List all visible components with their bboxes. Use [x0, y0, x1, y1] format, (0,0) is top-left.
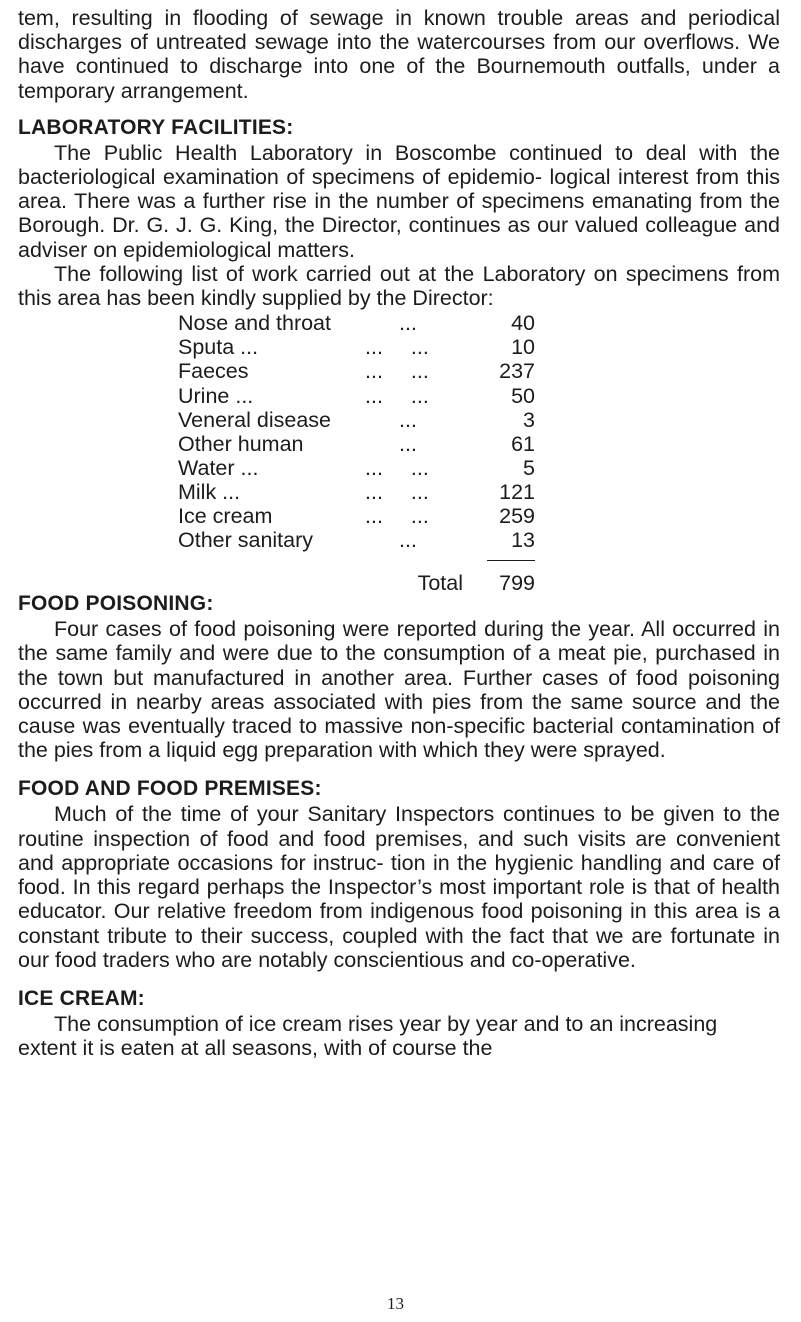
specimen-name: Sputa ...	[178, 335, 259, 360]
leader-dots: ... ...	[365, 383, 429, 408]
table-row	[178, 335, 535, 359]
laboratory-work-table	[178, 311, 535, 595]
food-premises-paragraph: Much of the time of your Sanitary Inspectors continues to be given to the routine inspection of food and food premises, and such visits are convenient and appropriate occasions for instruc- tion in the hygienic handling and care of food. In this regard perhaps the Inspector’s most important role is that of health educator. Our relative freedom from indigenous food poisoning in this area is a constant tribute to their success, coupled with the fact that we are fortunate in our food traders who are notably conscientious and co-operative.	[18, 802, 780, 972]
specimen-name: Water ...	[178, 455, 259, 480]
ice-cream-heading: ICE CREAM:	[18, 986, 145, 1010]
ice-cream-paragraph: The consumption of ice cream rises year by year and to an increasing extent it is eaten at all seasons, with of course the	[18, 1011, 718, 1061]
total-row	[178, 561, 535, 595]
table-row	[178, 528, 535, 552]
specimen-name: Ice cream	[178, 503, 273, 528]
leader-dots: ... ...	[365, 335, 429, 360]
page-number: 13	[387, 1294, 404, 1313]
leader-dots: ...	[399, 528, 417, 553]
food-poisoning-paragraph: Four cases of food poisoning were reported during the year. All occurred in the same family and were due to the consumption of a meat pie, purchased in the town but manufactured in another area. Further cases of food poisoning occurred in nearby areas associated with pies from the same source and the cause was eventually traced to massive non-specific bacterial contamination of the pies from a liquid egg preparation with which they were sprayed.	[18, 617, 780, 763]
specimen-name: Other human	[178, 431, 304, 456]
total-label: Total	[417, 571, 463, 596]
leader-dots: ... ...	[365, 479, 429, 504]
specimen-count: 121	[499, 479, 535, 504]
table-row	[178, 456, 535, 480]
table-row	[178, 480, 535, 504]
document-page	[18, 6, 780, 1060]
specimen-count: 3	[523, 407, 535, 432]
specimen-count: 40	[511, 311, 535, 336]
leader-dots: ... ...	[365, 455, 429, 480]
table-row	[178, 408, 535, 432]
laboratory-heading: LABORATORY FACILITIES:	[18, 115, 294, 139]
intro-paragraph: tem, resulting in flooding of sewage in known trouble areas and periodical discharges of untreated sewage into the watercourses from our overflows. We have continued to discharge into one of the Bournemouth outfalls, under a temporary arrangement.	[18, 6, 780, 103]
laboratory-paragraph: The Public Health Laboratory in Boscombe continued to deal with the bacteriological examination of specimens of epidemio- logical interest from this area. There was a further rise in the number of specimens emanating from the Borough. Dr. G. J. G. King, the Director, continues as our valued colleague and adviser on epidemiological matters.	[18, 140, 780, 262]
laboratory-list-intro: The following list of work carried out at the Laboratory on specimens from this area has been kindly supplied by the Director:	[18, 261, 780, 311]
leader-dots: ... ...	[365, 359, 429, 384]
total-rule-row	[178, 552, 535, 561]
table-row	[178, 359, 535, 383]
specimen-name: Nose and throat	[178, 311, 331, 336]
total-value: 799	[499, 571, 535, 596]
specimen-count: 237	[499, 359, 535, 384]
table-row	[178, 311, 535, 335]
specimen-name: Milk ...	[178, 479, 241, 504]
specimen-name: Veneral disease	[178, 407, 331, 432]
specimen-name: Faeces	[178, 359, 249, 384]
specimen-name: Urine ...	[178, 383, 254, 408]
table-row	[178, 504, 535, 528]
food-poisoning-heading: FOOD POISONING:	[18, 592, 214, 616]
leader-dots: ... ...	[365, 503, 429, 528]
specimen-count: 61	[511, 431, 535, 456]
specimen-count: 10	[511, 335, 535, 360]
table-row	[178, 384, 535, 408]
table-row	[178, 432, 535, 456]
leader-dots: ...	[399, 431, 417, 456]
leader-dots: ...	[399, 407, 417, 432]
leader-dots: ...	[399, 311, 417, 336]
specimen-count: 259	[499, 503, 535, 528]
specimen-count: 5	[523, 455, 535, 480]
food-premises-heading: FOOD AND FOOD PREMISES:	[18, 777, 322, 801]
specimen-count: 13	[511, 528, 535, 553]
specimen-name: Other sanitary	[178, 528, 314, 553]
specimen-count: 50	[511, 383, 535, 408]
